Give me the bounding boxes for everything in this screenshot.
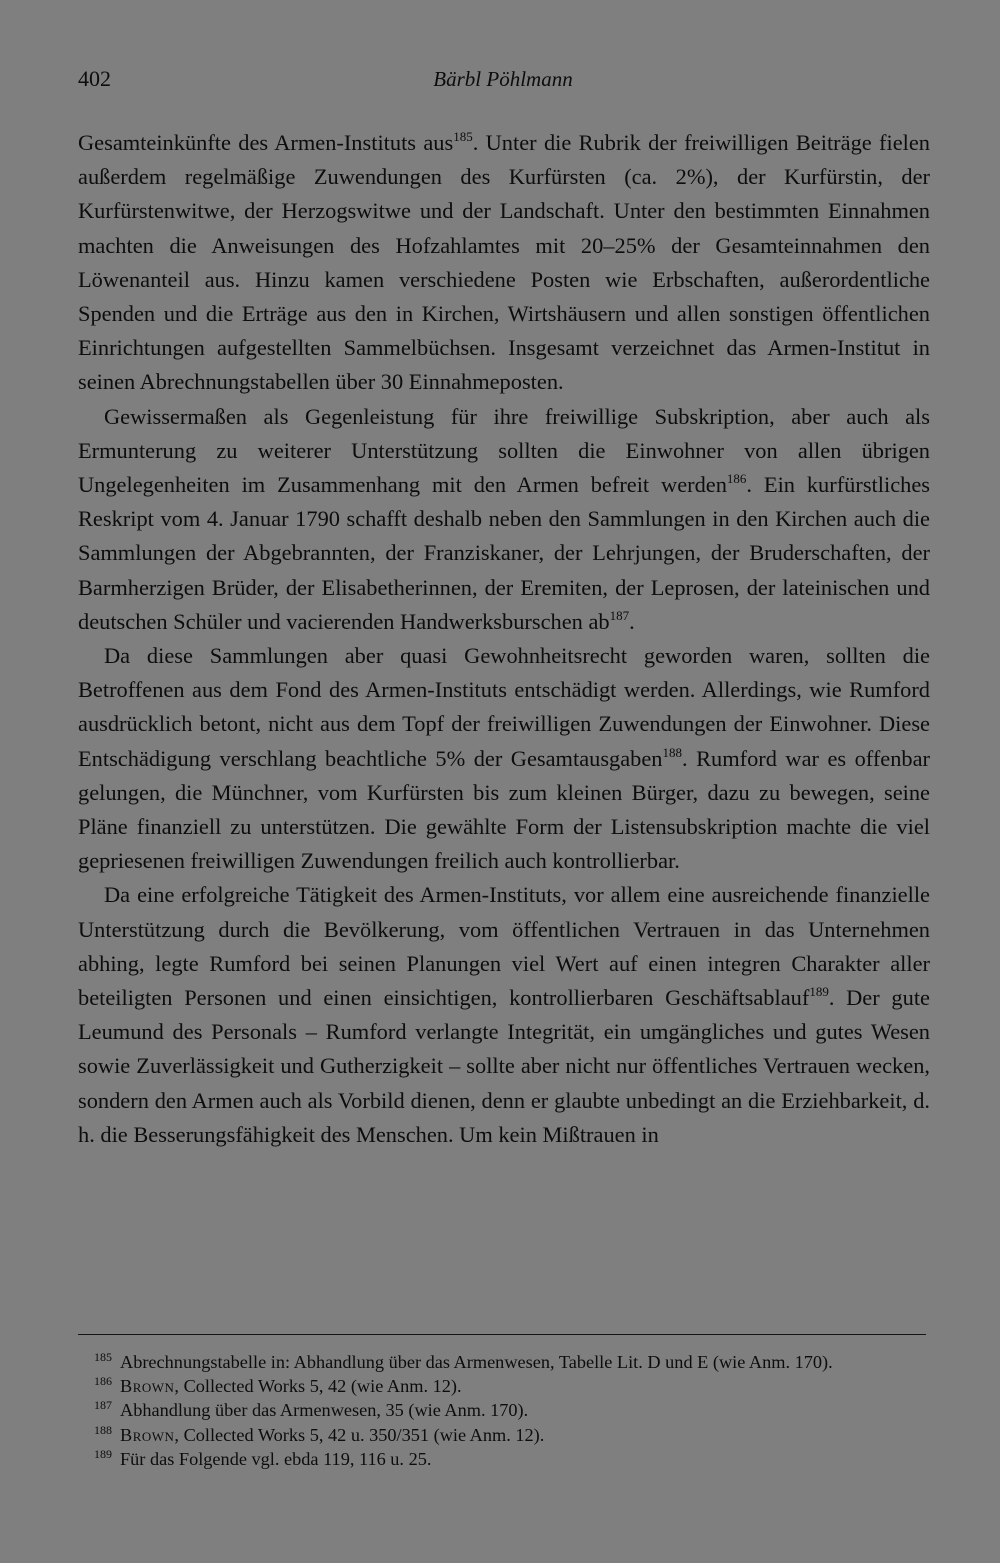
- paragraph-text: Da eine erfolgreiche Tätigkeit des Armen-Instituts, vor allem eine ausreichende finanzielle Unterstützung durch die Bevölkerung, vom öffentlichen Vertrauen in das Unternehmen abhing, legte Rumford bei seinen Planungen viel Wert auf einen integren Charakter aller beteiligten Personen und einen einsichtigen, kontrollierbaren Geschäftsablauf: [78, 882, 930, 1011]
- footnote-188: [78, 1423, 930, 1447]
- footnote-ref-188[interactable]: 188: [662, 744, 683, 760]
- paragraph-4: [78, 878, 930, 1152]
- paragraph-text: . Rumford war es offenbar gelungen, die Münchner, vom Kurfürsten bis zum kleinen Bürger, dazu zu bewegen, seine Pläne finanziell zu unterstützen. Die gewählte Form der Listensubskription machte die viel gepriesenen freiwilligen Zuwendungen freilich auch kontrollierbar.: [78, 745, 930, 874]
- footnote-ref-185[interactable]: 185: [453, 129, 473, 144]
- footnote-author: Brown: [120, 1424, 175, 1445]
- paragraph-text: Gesamteinkünfte des Armen-Instituts aus: [78, 130, 454, 155]
- footnote-ref-189[interactable]: 189: [809, 984, 829, 1000]
- footnote-separator: [78, 1334, 926, 1335]
- footnote-number: 187: [94, 1398, 112, 1413]
- footnote-189: [78, 1447, 930, 1471]
- footnote-number: 185: [94, 1350, 112, 1364]
- paragraph-text: . Ein kurfürstliches Reskript vom 4. Januar 1790 schafft deshalb neben den Sammlungen in den Kirchen auch die Sammlungen der Abgebrannten, der Franziskaner, der Lehrjungen, der Bruderschaften, der Barmherzigen Brüder, der Elisabetherinnen, der Eremiten, der Leprosen, der lateinischen und deutschen Schüler und vacierenden Handwerksburschen ab: [78, 472, 930, 634]
- footnote-186: [78, 1374, 930, 1398]
- footnote-author: Brown: [120, 1376, 175, 1397]
- footnote-ref-186[interactable]: 186: [726, 471, 747, 487]
- footnote-text: Abrechnungstabelle in: Abhandlung über das Armenwesen, Tabelle Lit. D und E (wie Anm. 170).: [120, 1352, 833, 1372]
- footnote-ref-187[interactable]: 187: [609, 607, 630, 623]
- footnotes: [78, 1350, 930, 1471]
- paragraph-text: .: [629, 608, 635, 634]
- paragraph-1: [78, 126, 930, 400]
- body-text: [78, 126, 930, 1152]
- paragraph-text: . Unter die Rubrik der freiwilligen Beiträge fielen außerdem regelmäßige Zuwendungen des Kurfürsten (ca. 2%), der Kurfürstin, der Kurfürstenwitwe, der Herzogswitwe und der Landschaft. Unter den bestimmten Einnahmen machten die Anweisungen des Hofzahlamtes mit 20–25% der Gesamteinnahmen den Löwenanteil aus. Hinzu kamen verschiedene Posten wie Erbschaften, außerordentliche Spenden und die Erträge aus den in Kirchen, Wirtshäusern und allen sonstigen öffentlichen Einrichtungen aufgestellten Sammelbüchsen. Insgesamt verzeichnet das Armen-Institut in seinen Abrechnungstabellen über 30 Einnahmeposten.: [78, 130, 930, 395]
- footnote-text: Für das Folgende vgl. ebda 119, 116 u. 25.: [120, 1448, 432, 1469]
- footnote-text: , Collected Works 5, 42 (wie Anm. 12).: [174, 1376, 462, 1397]
- footnote-185: [78, 1350, 930, 1374]
- footnote-text: , Collected Works 5, 42 u. 350/351 (wie Anm. 12).: [174, 1424, 545, 1445]
- footnote-number: 188: [94, 1422, 112, 1437]
- footnote-187: [78, 1398, 930, 1422]
- footnote-text: Abhandlung über das Armenwesen, 35 (wie Anm. 170).: [120, 1400, 529, 1421]
- paragraph-text: Da diese Sammlungen aber quasi Gewohnheitsrecht geworden waren, sollten die Betroffenen aus dem Fond des Armen-Instituts entschädigt werden. Allerdings, wie Rumford ausdrücklich betont, nicht aus dem Topf der freiwilligen Zuwendungen der Einwohner. Diese Entschädigung verschlang beachtliche 5% der Gesamtausgaben: [78, 643, 930, 771]
- footnote-number: 186: [94, 1374, 112, 1389]
- page-number: 402: [78, 66, 111, 91]
- paragraph-3: [78, 639, 930, 878]
- paragraph-text: Gewissermaßen als Gegenleistung für ihre freiwillige Subskription, aber auch als Ermunterung zu weiterer Unterstützung sollten die Einwohner von allen übrigen Ungelegenheiten im Zusammenhang mit den Armen befreit werden: [78, 403, 930, 498]
- paragraph-2: [78, 400, 930, 639]
- footnote-number: 189: [94, 1446, 112, 1461]
- running-head: Bärbl Pöhlmann: [433, 67, 573, 91]
- page-header: [78, 62, 928, 96]
- paragraph-text: . Der gute Leumund des Personals – Rumford verlangte Integrität, ein umgängliches und gutes Wesen sowie Zuverlässigkeit und Gutherzigkeit – sollte aber nicht nur öffentliches Vertrauen wecken, sondern den Armen auch als Vorbild dienen, denn er glaubte unbedingt an die Erziehbarkeit, d. h. die Besserungsfähigkeit des Menschen. Um kein Mißtrauen in: [78, 985, 930, 1147]
